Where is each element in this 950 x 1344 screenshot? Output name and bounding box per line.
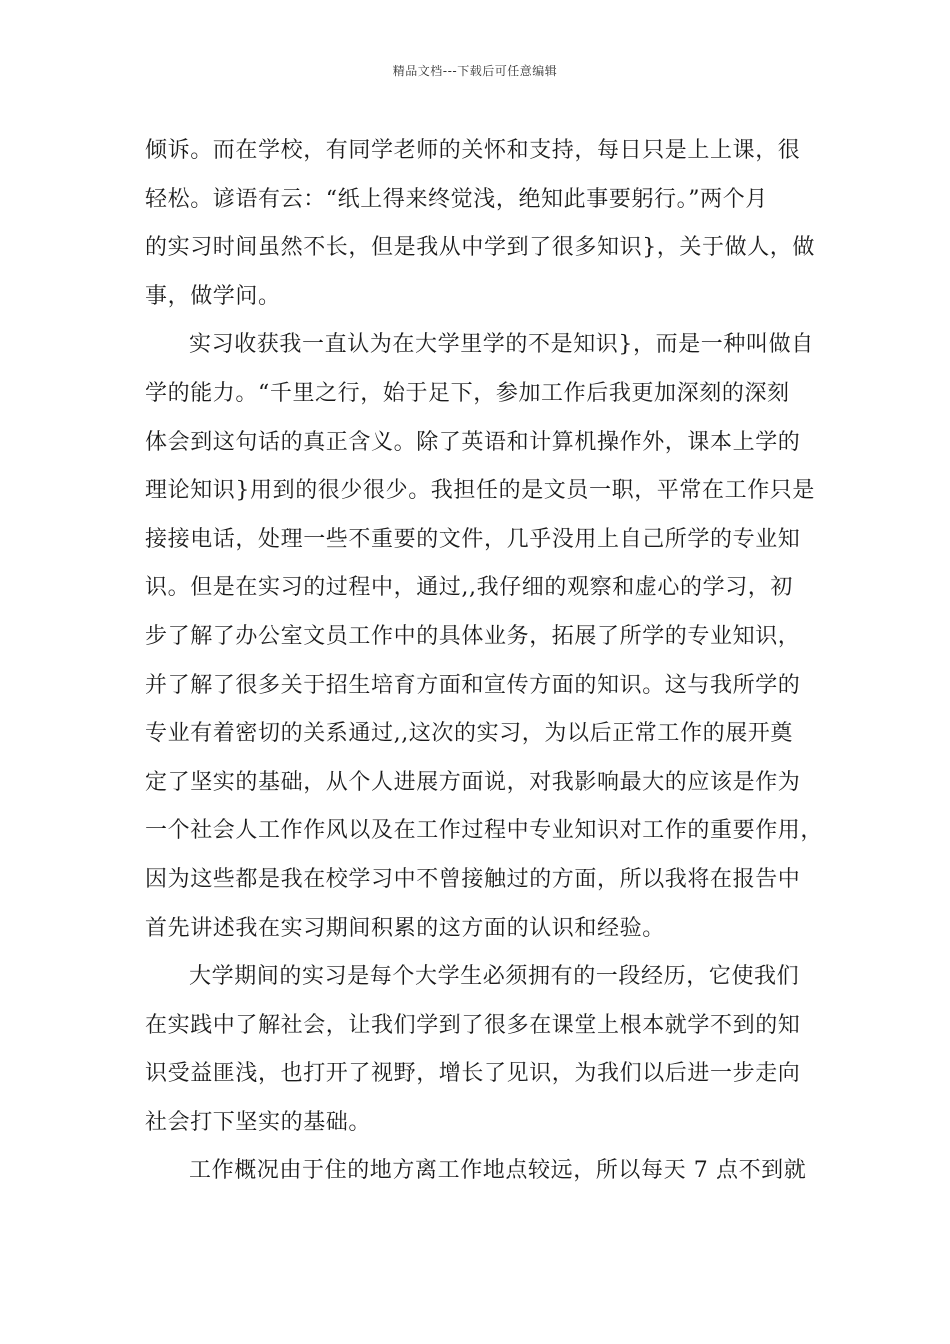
paragraph-first-line: 大学期间的实习是每个大学生必须拥有的一段经历，它使我们: [189, 964, 800, 990]
text-line: 因为这些都是我在校学习中不曾接触过的方面，所以我将在报告中: [145, 866, 801, 892]
text-line: 一个社会人工作作风以及在工作过程中专业知识对工作的重要作用，: [145, 818, 824, 844]
text-line: 学的能力。“千里之行，始于足下，参加工作后我更加深刻的深刻: [145, 380, 790, 406]
paragraph-first-line: 实习收获我一直认为在大学里学的不是知识}，而是一种叫做自: [189, 332, 814, 358]
text-line: 步了解了办公室文员工作中的具体业务，拓展了所学的专业知识，: [145, 623, 801, 649]
text-line: 并了解了很多关于招生培育方面和宣传方面的知识。这与我所学的: [145, 672, 801, 698]
page-header: 精品文档---下载后可任意编辑: [392, 64, 558, 78]
text-line: 接接电话，处理一些不重要的文件，几乎没用上自己所学的专业知: [145, 526, 801, 552]
paragraph-first-line: 工作概况由于住的地方离工作地点较远，所以每天 7 点不到就: [189, 1158, 807, 1184]
text-line: 体会到这句话的真正含义。除了英语和计算机操作外，课本上学的: [145, 429, 801, 455]
text-line: 倾诉。而在学校，有同学老师的关怀和支持，每日只是上上课，很: [145, 138, 801, 163]
text-line: 识。但是在实习的过程中，通过,,我仔细的观察和虚心的学习，初: [145, 575, 793, 601]
text-line: 的实习时间虽然不长，但是我从中学到了很多知识}，关于做人，做: [145, 235, 815, 261]
text-line: 识受益匪浅，也打开了视野，增长了见识，为我们以后进一步走向: [145, 1061, 801, 1087]
text-line: 事，做学问。: [145, 283, 281, 309]
text-line: 理论知识}用到的很少很少。我担任的是文员一职，平常在工作只是: [145, 478, 815, 504]
text-line: 社会打下坚实的基础。: [145, 1109, 372, 1135]
text-line: 专业有着密切的关系通过,,这次的实习，为以后正常工作的展开奠: [145, 721, 793, 747]
text-line: 在实践中了解社会，让我们学到了很多在课堂上根本就学不到的知: [145, 1012, 801, 1038]
text-line: 轻松。谚语有云：“纸上得来终觉浅，绝知此事要躬行。”两个月: [145, 186, 768, 212]
text-line: 定了坚实的基础，从个人进展方面说，对我影响最大的应该是作为: [145, 769, 801, 795]
text-line: 首先讲述我在实习期间积累的这方面的认识和经验。: [145, 915, 665, 941]
document-body: [145, 131, 825, 1200]
